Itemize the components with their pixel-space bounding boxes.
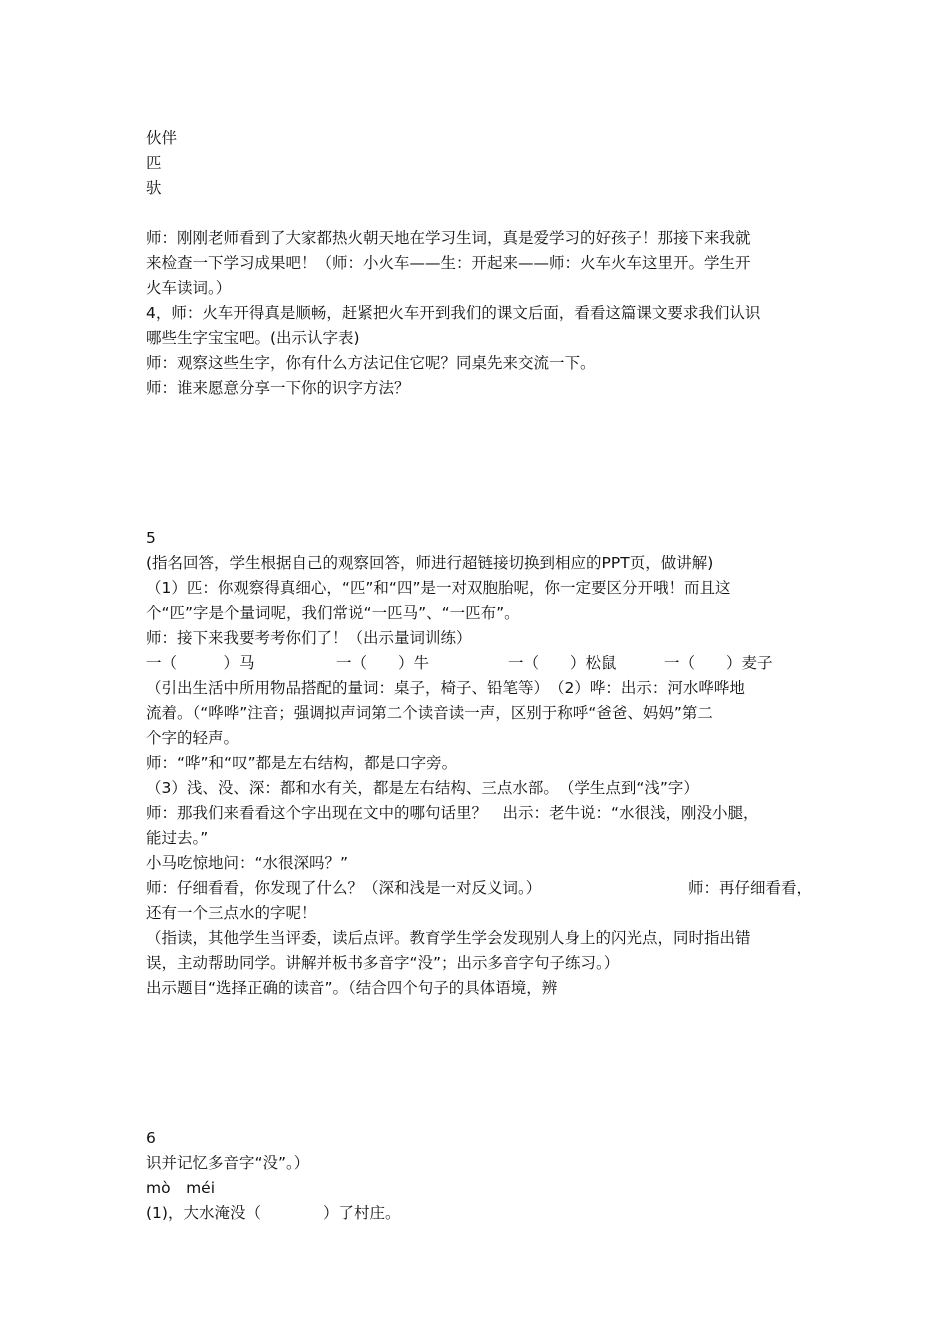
text-line: 个“匹”字是个量词呢，我们常说“一匹马”、“一匹布”。	[146, 604, 520, 622]
text-line: （引出生活中所用物品搭配的量词：桌子，椅子、铅笔等） （2）哗：出示：河水哗哗地	[146, 679, 745, 697]
text-line: 伙伴	[146, 129, 178, 147]
text-line: 误，主动帮助同学。讲解并板书多音字“没”；出示多音字句子练习。）	[146, 954, 620, 972]
text-line: 师：那我们来看看这个字出现在文中的哪句话里？ 出示：老牛说：“水很浅，刚没小腿，	[146, 804, 759, 822]
text-line: 4，师：火车开得真是顺畅，赶紧把火车开到我们的课文后面，看看这篇课文要求我们认识	[146, 304, 761, 322]
text-line: 个字的轻声。	[146, 729, 240, 747]
text-line: 火车读词。）	[146, 279, 232, 297]
measure-blank-squirrel: 一（ ）松鼠	[508, 654, 617, 672]
measure-word-row	[146, 651, 826, 675]
text-line: 来检查一下学习成果吧！（师：小火车——生：开起来——师：火车火车这里开。学生开	[146, 254, 751, 272]
text-line: (1)，大水淹没（ ）了村庄。	[146, 1204, 401, 1222]
text-line: 识并记忆多音字“没”。）	[146, 1154, 310, 1172]
text-line: 能过去。”	[146, 829, 209, 847]
text-line: 师：刚刚老师看到了大家都热火朝天地在学习生词，真是爱学习的好孩子！那接下来我就	[146, 229, 751, 247]
text-line: 出示题目“选择正确的读音”。（结合四个句子的具体语境，辨	[146, 979, 558, 997]
text-line: 匹	[146, 154, 162, 172]
text-line: （1）匹：你观察得真细心，“匹”和“四”是一对双胞胎呢，你一定要区分开哦！而且这	[146, 579, 731, 597]
text-line: 师：接下来我要考考你们了！（出示量词训练）	[146, 629, 472, 647]
text-line: （指读，其他学生当评委，读后点评。教育学生学会发现别人身上的闪光点，同时指出错	[146, 929, 751, 947]
text-line: 师：谁来愿意分享一下你的识字方法？	[146, 379, 410, 397]
text-line: 还有一个三点水的字呢！	[146, 904, 317, 922]
text-line: (指名回答，学生根据自己的观察回答，师进行超链接切换到相应的PPT页，做讲解)	[146, 554, 714, 572]
measure-blank-wheat: 一（ ）麦子	[664, 654, 773, 672]
text-line: 驮	[146, 179, 162, 197]
split-text-row	[146, 876, 826, 900]
text-line: 小马吃惊地问：“水很深吗？”	[146, 854, 349, 872]
pinyin-line: mò méi	[146, 1179, 216, 1197]
text-line: 师：观察这些生字，你有什么方法记住它呢？同桌先来交流一下。	[146, 354, 596, 372]
measure-blank-horse: 一（ ）马	[146, 654, 255, 672]
text-segment-left: 师：仔细看看，你发现了什么？（深和浅是一对反义词。）	[146, 879, 542, 897]
page-number: 6	[146, 1129, 156, 1147]
page-number: 5	[146, 529, 156, 547]
text-line: 师：“哗”和“叹”都是左右结构，都是口字旁。	[146, 754, 458, 772]
text-line: 哪些生字宝宝吧。(出示认字表)	[146, 329, 360, 347]
text-line: 流着。（“哗哗”注音；强调拟声词第二个读音读一声，区别于称呼“爸爸、妈妈”第二	[146, 704, 713, 722]
text-segment-right: 师：再仔细看看，	[688, 879, 813, 897]
text-line: （3）浅、没、深：都和水有关，都是左右结构、三点水部。 （学生点到“浅”字）	[146, 779, 699, 797]
measure-blank-cow: 一（ ）牛	[336, 654, 430, 672]
